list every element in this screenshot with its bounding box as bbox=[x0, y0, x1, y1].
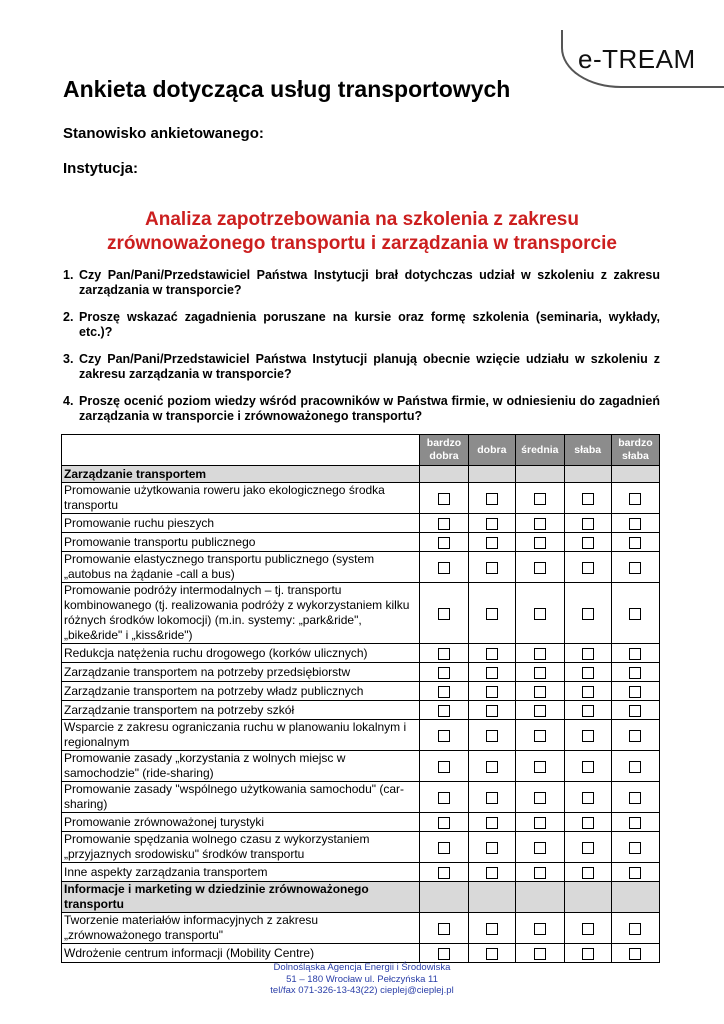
rating-checkbox[interactable] bbox=[534, 923, 546, 935]
row-label: Zarządzanie transportem na potrzeby władz publicznych bbox=[62, 682, 420, 701]
rating-cell bbox=[516, 682, 564, 701]
rating-checkbox[interactable] bbox=[629, 730, 641, 742]
rating-cell bbox=[468, 813, 516, 832]
rating-checkbox[interactable] bbox=[629, 792, 641, 804]
rating-cell bbox=[420, 944, 468, 963]
section-blank-cell bbox=[468, 466, 516, 483]
rating-checkbox[interactable] bbox=[438, 537, 450, 549]
table-row bbox=[62, 913, 660, 944]
rating-checkbox[interactable] bbox=[534, 948, 546, 960]
rating-checkbox[interactable] bbox=[486, 923, 498, 935]
rating-cell bbox=[516, 552, 564, 583]
rating-checkbox[interactable] bbox=[486, 705, 498, 717]
rating-cell bbox=[420, 533, 468, 552]
rating-checkbox[interactable] bbox=[486, 667, 498, 679]
rating-checkbox[interactable] bbox=[438, 842, 450, 854]
rating-cell bbox=[611, 913, 659, 944]
rating-header: dobra bbox=[468, 435, 516, 466]
page-title: Ankieta dotycząca usług transportowych bbox=[63, 76, 511, 102]
rating-cell bbox=[564, 682, 611, 701]
rating-checkbox[interactable] bbox=[582, 537, 594, 549]
section-row bbox=[62, 466, 660, 483]
question-text: Proszę ocenić poziom wiedzy wśród pracowników w Państwa firmie, w odniesieniu do zagadnień zarządzania w transporcie i zrównoważonego transportu? bbox=[79, 394, 660, 423]
rating-checkbox[interactable] bbox=[582, 518, 594, 530]
question-number: 4. bbox=[63, 394, 74, 408]
rating-checkbox[interactable] bbox=[534, 518, 546, 530]
rating-checkbox[interactable] bbox=[438, 493, 450, 505]
footer bbox=[0, 962, 724, 997]
rating-header: średnia bbox=[516, 435, 564, 466]
rating-cell bbox=[516, 663, 564, 682]
rating-header: bardzo słaba bbox=[611, 435, 659, 466]
question-number: 2. bbox=[63, 310, 74, 324]
rating-checkbox[interactable] bbox=[582, 948, 594, 960]
rating-cell bbox=[516, 782, 564, 813]
rating-checkbox[interactable] bbox=[534, 817, 546, 829]
rating-checkbox[interactable] bbox=[582, 608, 594, 620]
rating-checkbox[interactable] bbox=[582, 923, 594, 935]
position-label: Stanowisko ankietowanego: bbox=[63, 125, 264, 142]
rating-header: bardzo dobra bbox=[420, 435, 468, 466]
table-row bbox=[62, 863, 660, 882]
rating-cell bbox=[516, 514, 564, 533]
rating-checkbox[interactable] bbox=[582, 842, 594, 854]
rating-checkbox[interactable] bbox=[582, 705, 594, 717]
row-label: Inne aspekty zarządzania transportem bbox=[62, 863, 420, 882]
rating-cell bbox=[420, 583, 468, 644]
rating-cell bbox=[564, 720, 611, 751]
rating-checkbox[interactable] bbox=[486, 648, 498, 660]
rating-checkbox[interactable] bbox=[534, 608, 546, 620]
rating-cell bbox=[516, 533, 564, 552]
rating-cell bbox=[611, 720, 659, 751]
rating-cell bbox=[564, 533, 611, 552]
rating-cell bbox=[468, 782, 516, 813]
row-label: Promowanie podróży intermodalnych – tj. transportu kombinowanego (tj. realizowania podróży z wykorzystaniem kilku różnych środków lokomocji) (m.in. systemy: „park&ride", „bike&ride" i „kiss&ride") bbox=[62, 583, 420, 644]
rating-cell bbox=[611, 944, 659, 963]
table-row bbox=[62, 552, 660, 583]
question-text: Czy Pan/Pani/Przedstawiciel Państwa Instytucji brał dotychczas udział w szkoleniu z zakresu zarządzania w transporcie? bbox=[79, 268, 660, 297]
rating-checkbox[interactable] bbox=[486, 730, 498, 742]
rating-cell bbox=[420, 863, 468, 882]
table-row bbox=[62, 944, 660, 963]
rating-cell bbox=[564, 832, 611, 863]
rating-cell bbox=[516, 832, 564, 863]
rating-cell bbox=[611, 813, 659, 832]
rating-cell bbox=[611, 663, 659, 682]
question-text: Czy Pan/Pani/Przedstawiciel Państwa Instytucji planują obecnie wzięcie udziału w szkoleniu z zakresu zarządzania w transporcie? bbox=[79, 352, 660, 381]
rating-cell bbox=[420, 514, 468, 533]
footer-org: Dolnośląska Agencja Energii i Środowiska bbox=[273, 962, 451, 973]
table-row bbox=[62, 701, 660, 720]
row-label: Zarządzanie transportem na potrzeby przedsiębiorstw bbox=[62, 663, 420, 682]
table-row bbox=[62, 644, 660, 663]
section-heading-line2: zrównoważonego transportu i zarządzania w transporcie bbox=[107, 233, 617, 254]
rating-checkbox[interactable] bbox=[629, 842, 641, 854]
row-label: Wdrożenie centrum informacji (Mobility Centre) bbox=[62, 944, 420, 963]
rating-cell bbox=[611, 682, 659, 701]
rating-cell bbox=[468, 644, 516, 663]
section-title: Zarządzanie transportem bbox=[62, 466, 420, 483]
rating-cell bbox=[611, 514, 659, 533]
row-label: Zarządzanie transportem na potrzeby szkół bbox=[62, 701, 420, 720]
rating-cell bbox=[468, 583, 516, 644]
rating-checkbox[interactable] bbox=[486, 948, 498, 960]
rating-cell bbox=[468, 701, 516, 720]
rating-cell bbox=[611, 863, 659, 882]
rating-cell bbox=[516, 720, 564, 751]
row-label: Promowanie spędzania wolnego czasu z wykorzystaniem „przyjaznych srodowisku" środków transportu bbox=[62, 832, 420, 863]
table-row bbox=[62, 663, 660, 682]
question-number: 1. bbox=[63, 268, 74, 282]
rating-cell bbox=[468, 682, 516, 701]
rating-checkbox[interactable] bbox=[438, 667, 450, 679]
rating-cell bbox=[420, 832, 468, 863]
rating-checkbox[interactable] bbox=[629, 948, 641, 960]
table-row bbox=[62, 682, 660, 701]
rating-checkbox[interactable] bbox=[629, 537, 641, 549]
rating-cell bbox=[468, 663, 516, 682]
rating-cell bbox=[564, 514, 611, 533]
section-blank-cell bbox=[516, 882, 564, 913]
question-1 bbox=[63, 268, 660, 298]
question-number: 3. bbox=[63, 352, 74, 366]
logo: e-TREAM bbox=[578, 44, 696, 74]
rating-cell bbox=[468, 751, 516, 782]
rating-cell bbox=[468, 832, 516, 863]
row-label: Promowanie zasady „korzystania z wolnych miejsc w samochodzie" (ride-sharing) bbox=[62, 751, 420, 782]
question-2 bbox=[63, 310, 660, 340]
rating-cell bbox=[420, 483, 468, 514]
rating-cell bbox=[564, 644, 611, 663]
rating-checkbox[interactable] bbox=[534, 648, 546, 660]
rating-checkbox[interactable] bbox=[534, 730, 546, 742]
rating-cell bbox=[420, 720, 468, 751]
section-blank-cell bbox=[611, 466, 659, 483]
rating-checkbox[interactable] bbox=[438, 608, 450, 620]
rating-checkbox[interactable] bbox=[629, 667, 641, 679]
rating-cell bbox=[468, 483, 516, 514]
section-blank-cell bbox=[420, 466, 468, 483]
rating-checkbox[interactable] bbox=[534, 867, 546, 879]
rating-cell bbox=[564, 813, 611, 832]
rating-checkbox[interactable] bbox=[629, 493, 641, 505]
rating-cell bbox=[468, 514, 516, 533]
rating-checkbox[interactable] bbox=[438, 761, 450, 773]
rating-checkbox[interactable] bbox=[629, 817, 641, 829]
row-label: Redukcja natężenia ruchu drogowego (korków ulicznych) bbox=[62, 644, 420, 663]
question-text: Proszę wskazać zagadnienia poruszane na kursie oraz formę szkolenia (seminaria, wykłady, etc.)? bbox=[79, 310, 660, 339]
rating-checkbox[interactable] bbox=[629, 518, 641, 530]
rating-checkbox[interactable] bbox=[629, 867, 641, 879]
rating-checkbox[interactable] bbox=[629, 761, 641, 773]
table-row bbox=[62, 483, 660, 514]
rating-checkbox[interactable] bbox=[534, 537, 546, 549]
rating-header: słaba bbox=[564, 435, 611, 466]
rating-cell bbox=[468, 720, 516, 751]
rating-cell bbox=[564, 944, 611, 963]
rating-checkbox[interactable] bbox=[486, 792, 498, 804]
table-row bbox=[62, 832, 660, 863]
rating-header-row bbox=[62, 435, 660, 466]
rating-cell bbox=[468, 944, 516, 963]
rating-cell bbox=[516, 863, 564, 882]
rating-checkbox[interactable] bbox=[486, 842, 498, 854]
rating-checkbox[interactable] bbox=[534, 705, 546, 717]
rating-checkbox[interactable] bbox=[438, 867, 450, 879]
rating-cell bbox=[564, 913, 611, 944]
rating-checkbox[interactable] bbox=[486, 608, 498, 620]
section-blank-cell bbox=[420, 882, 468, 913]
rating-checkbox[interactable] bbox=[582, 562, 594, 574]
rating-checkbox[interactable] bbox=[582, 792, 594, 804]
rating-checkbox[interactable] bbox=[534, 667, 546, 679]
rating-cell bbox=[516, 913, 564, 944]
institution-label: Instytucja: bbox=[63, 160, 139, 177]
row-label: Promowanie zasady "wspólnego użytkowania samochodu" (car-sharing) bbox=[62, 782, 420, 813]
rating-checkbox[interactable] bbox=[534, 761, 546, 773]
section-heading-line1: Analiza zapotrzebowania na szkolenia z zakresu bbox=[145, 209, 579, 230]
rating-checkbox[interactable] bbox=[629, 648, 641, 660]
rating-cell bbox=[516, 583, 564, 644]
rating-cell bbox=[420, 913, 468, 944]
question-list bbox=[63, 268, 660, 436]
rating-checkbox[interactable] bbox=[534, 792, 546, 804]
section-blank-cell bbox=[564, 466, 611, 483]
row-label: Promowanie ruchu pieszych bbox=[62, 514, 420, 533]
rating-cell bbox=[420, 663, 468, 682]
rating-cell bbox=[611, 583, 659, 644]
question-4 bbox=[63, 394, 660, 424]
row-label: Promowanie zrównoważonej turystyki bbox=[62, 813, 420, 832]
rating-table bbox=[61, 434, 660, 963]
rating-cell bbox=[468, 913, 516, 944]
rating-cell bbox=[564, 701, 611, 720]
rating-checkbox[interactable] bbox=[629, 608, 641, 620]
rating-checkbox[interactable] bbox=[582, 667, 594, 679]
rating-cell bbox=[611, 701, 659, 720]
rating-cell bbox=[611, 782, 659, 813]
rating-checkbox[interactable] bbox=[438, 686, 450, 698]
row-label: Promowanie transportu publicznego bbox=[62, 533, 420, 552]
rating-checkbox[interactable] bbox=[438, 792, 450, 804]
rating-cell bbox=[420, 682, 468, 701]
table-row bbox=[62, 751, 660, 782]
rating-cell bbox=[516, 813, 564, 832]
row-label: Tworzenie materiałów informacyjnych z zakresu „zrównoważonego transportu" bbox=[62, 913, 420, 944]
rating-checkbox[interactable] bbox=[438, 948, 450, 960]
rating-checkbox[interactable] bbox=[486, 761, 498, 773]
table-row bbox=[62, 782, 660, 813]
section-blank-cell bbox=[468, 882, 516, 913]
rating-checkbox[interactable] bbox=[629, 705, 641, 717]
rating-cell bbox=[420, 751, 468, 782]
rating-checkbox[interactable] bbox=[582, 686, 594, 698]
rating-cell bbox=[564, 483, 611, 514]
table-row bbox=[62, 533, 660, 552]
rating-cell bbox=[420, 644, 468, 663]
rating-cell bbox=[611, 832, 659, 863]
rating-cell bbox=[516, 483, 564, 514]
rating-checkbox[interactable] bbox=[438, 562, 450, 574]
rating-checkbox[interactable] bbox=[582, 867, 594, 879]
question-3 bbox=[63, 352, 660, 382]
rating-checkbox[interactable] bbox=[486, 686, 498, 698]
rating-cell bbox=[564, 863, 611, 882]
row-label: Promowanie użytkowania roweru jako ekologicznego środka transportu bbox=[62, 483, 420, 514]
rating-cell bbox=[420, 701, 468, 720]
rating-checkbox[interactable] bbox=[486, 493, 498, 505]
rating-checkbox[interactable] bbox=[534, 686, 546, 698]
section-row bbox=[62, 882, 660, 913]
rating-cell bbox=[564, 663, 611, 682]
rating-checkbox[interactable] bbox=[582, 761, 594, 773]
rating-checkbox[interactable] bbox=[438, 518, 450, 530]
rating-checkbox[interactable] bbox=[438, 730, 450, 742]
rating-cell bbox=[420, 782, 468, 813]
rating-checkbox[interactable] bbox=[582, 730, 594, 742]
rating-checkbox[interactable] bbox=[629, 562, 641, 574]
rating-checkbox[interactable] bbox=[582, 493, 594, 505]
rating-cell bbox=[468, 533, 516, 552]
rating-checkbox[interactable] bbox=[534, 562, 546, 574]
rating-checkbox[interactable] bbox=[486, 817, 498, 829]
section-blank-cell bbox=[516, 466, 564, 483]
rating-cell bbox=[468, 863, 516, 882]
rating-checkbox[interactable] bbox=[534, 493, 546, 505]
rating-cell bbox=[611, 751, 659, 782]
rating-cell bbox=[564, 552, 611, 583]
rating-checkbox[interactable] bbox=[438, 817, 450, 829]
row-label: Wsparcie z zakresu ograniczania ruchu w planowaniu lokalnym i regionalnym bbox=[62, 720, 420, 751]
rating-checkbox[interactable] bbox=[486, 537, 498, 549]
rating-cell bbox=[420, 813, 468, 832]
section-blank-cell bbox=[611, 882, 659, 913]
rating-cell bbox=[516, 644, 564, 663]
rating-checkbox[interactable] bbox=[629, 923, 641, 935]
rating-checkbox[interactable] bbox=[438, 705, 450, 717]
rating-checkbox[interactable] bbox=[582, 817, 594, 829]
rating-checkbox[interactable] bbox=[486, 518, 498, 530]
rating-cell bbox=[611, 644, 659, 663]
rating-checkbox[interactable] bbox=[534, 842, 546, 854]
section-title: Informacje i marketing w dziedzinie zrównoważonego transportu bbox=[62, 882, 420, 913]
section-blank-cell bbox=[564, 882, 611, 913]
rating-cell bbox=[611, 552, 659, 583]
rating-cell bbox=[420, 552, 468, 583]
rating-checkbox[interactable] bbox=[438, 923, 450, 935]
rating-checkbox[interactable] bbox=[582, 648, 594, 660]
rating-checkbox[interactable] bbox=[486, 867, 498, 879]
footer-address: 51 – 180 Wrocław ul. Pełczyńska 11 bbox=[286, 973, 438, 985]
footer-contact: tel/fax 071-326-13-43(22) cieplej@cieplej.pl bbox=[270, 985, 454, 996]
rating-cell bbox=[611, 533, 659, 552]
row-label: Promowanie elastycznego transportu publicznego (system „autobus na żądanie -call a bus) bbox=[62, 552, 420, 583]
table-row bbox=[62, 720, 660, 751]
rating-cell bbox=[611, 483, 659, 514]
rating-checkbox[interactable] bbox=[486, 562, 498, 574]
rating-cell bbox=[516, 944, 564, 963]
table-row bbox=[62, 813, 660, 832]
rating-checkbox[interactable] bbox=[438, 648, 450, 660]
rating-checkbox[interactable] bbox=[629, 686, 641, 698]
table-row bbox=[62, 514, 660, 533]
header-blank-cell bbox=[62, 435, 420, 466]
rating-cell bbox=[468, 552, 516, 583]
rating-cell bbox=[516, 751, 564, 782]
rating-cell bbox=[516, 701, 564, 720]
rating-cell bbox=[564, 782, 611, 813]
rating-cell bbox=[564, 751, 611, 782]
rating-cell bbox=[564, 583, 611, 644]
table-row bbox=[62, 583, 660, 644]
